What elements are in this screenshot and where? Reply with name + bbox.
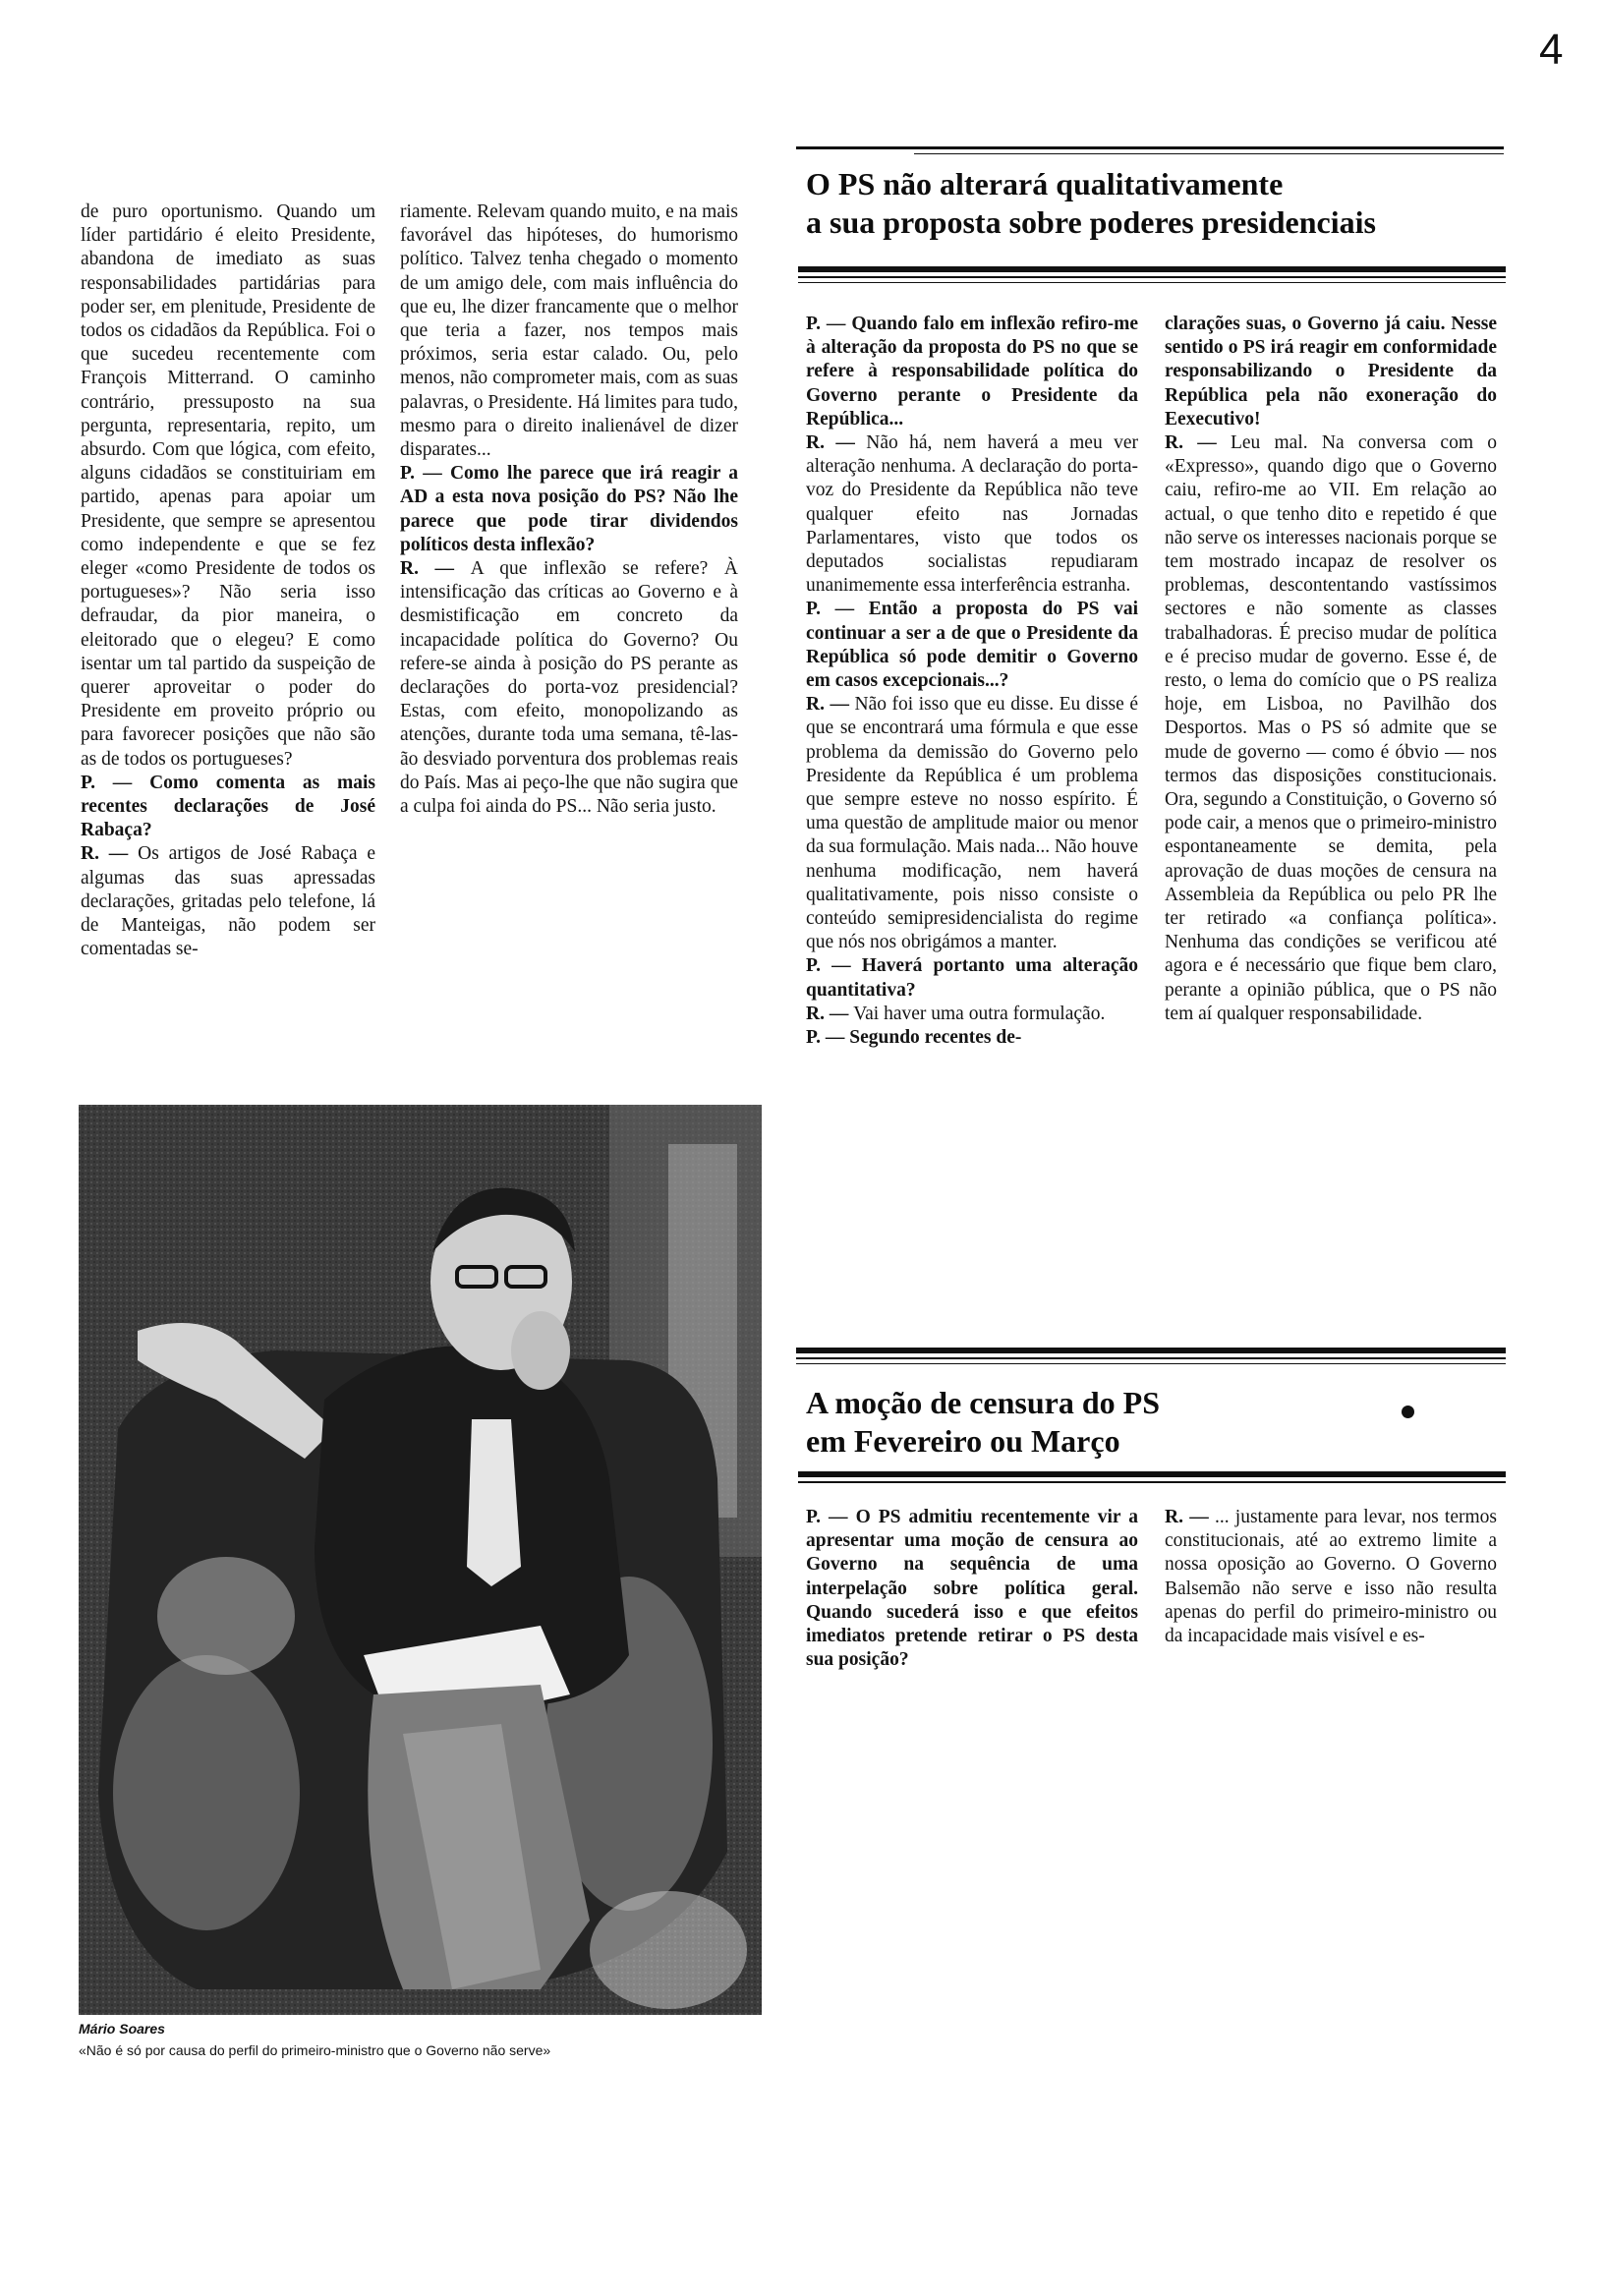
interview-answer — [806, 431, 1138, 598]
article2-column-b — [1165, 1506, 1497, 1648]
left-column-2 — [400, 201, 738, 819]
article1-divider-thin — [798, 276, 1506, 278]
speaker-label: R. — — [806, 694, 855, 716]
speaker-label: R. — — [400, 558, 471, 580]
page-number: 4 — [1539, 26, 1564, 74]
article2-top-rule-thin — [796, 1357, 1506, 1359]
speaker-label: P. — — [81, 772, 150, 793]
article2-headline — [806, 1384, 1415, 1461]
article2-headline-line2: em Fevereiro ou Março — [806, 1423, 1120, 1459]
paragraph-text: Como comenta as mais recentes declarações de José Rabaça? — [81, 772, 375, 841]
article2-top-rule-thin2 — [796, 1363, 1506, 1364]
article2-column-a — [806, 1506, 1138, 1672]
interview-answer — [1165, 431, 1497, 1026]
paragraph-text: Então a proposta do PS vai continuar a ser a de que o Presidente da República só pode demitir o Governo em casos excepcionais...? — [806, 599, 1138, 692]
interview-question — [806, 598, 1138, 693]
article1-column-b — [1165, 313, 1497, 1026]
paragraph-text: Como lhe parece que irá reagir a AD a esta nova posição do PS? Não lhe parece que pode tirar dividendos políticos desta inflexão? — [400, 463, 739, 555]
interview-answer — [81, 842, 375, 961]
article2-top-rule-thick — [796, 1348, 1506, 1353]
paragraph-text: Vai haver uma outra formulação. — [853, 1003, 1106, 1024]
speaker-label: R. — — [1165, 432, 1231, 454]
paragraph-text: de puro oportunismo. Quando um líder partidário é eleito Presidente, abandona de imediato as suas responsabilidades partidárias para poder ser, em plenitude, Presidente de todos os cidadãos da República. Foi o que sucedeu recentemente com François Mitterrand. O caminho contrário, pressuposto na sua pergunta, representaria, repito, um absurdo. Com que lógica, com efeito, alguns cidadãos se constituiriam em partido, apenas para apoiar um Presidente, que sempre se apresentou como independente e que se fez eleger «como Presidente de todos os portugueses»? Não seria isso defraudar, da pior maneira, o eleitorado que o elegeu? E como isentar um tal partido da suspeição de querer aproveitar o poder do Presidente em proveito próprio ou para favorecer posições que não são as de todos os portugueses? — [81, 201, 375, 770]
interview-question — [81, 772, 375, 843]
article1-divider-thin2 — [798, 282, 1506, 283]
body-paragraph — [400, 201, 738, 462]
speaker-label: R. — — [1165, 1507, 1215, 1527]
interview-answer — [400, 557, 738, 819]
left-column-1 — [81, 201, 375, 962]
ornament-dot — [1402, 1406, 1414, 1418]
article1-headline-line2: a sua proposta sobre poderes presidenciais — [806, 204, 1376, 240]
article1-headline — [806, 165, 1514, 242]
speaker-label: P. — — [806, 314, 852, 334]
speaker-label: P. — — [806, 1507, 856, 1527]
paragraph-text: Os artigos de José Rabaça e algumas das suas apressadas declarações, gritadas pelo telefone, lá de Manteigas, não podem ser comentadas se- — [81, 843, 375, 960]
interview-answer — [806, 693, 1138, 954]
paragraph-text: Quando falo em inflexão refiro-me à alteração da proposta do PS no que se refere à responsabilidade política do Governo perante o Presidente da República... — [806, 314, 1139, 430]
paragraph-text: Não há, nem haverá a meu ver alteração nenhuma. A declaração do porta-voz do Presidente da República não teve qualquer efeito nas Jornadas Parlamentares, visto que todos os deputados socialistas repudiaram unanimemente essa interferência estranha. — [806, 432, 1138, 597]
interview-question — [806, 1506, 1138, 1672]
speaker-label: R. — — [806, 432, 867, 454]
interview-question — [806, 1026, 1138, 1050]
interview-question — [400, 462, 738, 557]
interview-answer — [806, 1003, 1138, 1026]
paragraph-text: riamente. Relevam quando muito, e na mais favorável das hipóteses, do humorismo político. Talvez tenha chegado o momento de um amigo dele, com mais influência do que eu, lhe dizer francamente que o melhor que teria a fazer, nos tempos mais próximos, seria estar calado. Ou, pelo menos, não comprometer mais, com as suas palavras, o Presidente. Há limites para tudo, mesmo para o direito inalienável de dizer disparates... — [400, 201, 738, 461]
article1-column-a — [806, 313, 1138, 1050]
article2-divider-thin — [798, 1481, 1506, 1483]
speaker-label: R. — — [806, 1003, 854, 1024]
interview-question — [806, 313, 1138, 431]
speaker-label: P. — — [400, 463, 450, 485]
photo-caption-name: Mário Soares — [79, 2021, 165, 2037]
paragraph-text: ... justamente para levar, nos termos constitucionais, até ao extremo limite a nossa oposição ao Governo. O Governo Balsemão não serve e isso não resulta apenas do perfil do primeiro-ministro ou da incapacidade mais visível e es- — [1165, 1507, 1497, 1647]
speaker-label: P. — — [806, 955, 862, 977]
paragraph-text: Leu mal. Na conversa com o «Expresso», quando digo que o Governo caiu, refiro-me ao VII. Em relação ao actual, o que tenho dito e repetido é que não serve os interesses nacionais porque se tem mostrado incapaz de resolver os problemas, descontentando vastíssimos sectores e não somente as classes trabalhadoras. É preciso mudar de política e é preciso mudar de governo. Esse é, de resto, o lema do comício que o PS realiza hoje, em Lisboa, no Pavilhão dos Desportos. Mas o PS só admite que se mude de governo — como é óbvio — nos termos das disposições constitucionais. Ora, segundo a Constituição, o Governo só pode cair, a menos que o primeiro-ministro espontaneamente se demita, pela aprovação de duas moções de censura na Assembleia da República ou pelo PR lhe ter retirado «a confiança política». Nenhuma das condições se verificou até agora e é necessário que fique bem claro, perante a opinião pública, que o PS não tem aí qualquer responsabilidade. — [1165, 432, 1497, 1024]
interview-answer — [1165, 1506, 1497, 1648]
paragraph-text: Haverá portanto uma alteração quantitativa? — [806, 955, 1138, 1001]
paragraph-text: clarações suas, o Governo já caiu. Nesse sentido o PS irá reagir em conformidade responsabilizando o Presidente da República pela não exoneração do Eexecutivo! — [1165, 314, 1497, 430]
article2-divider-thick — [798, 1471, 1506, 1477]
interview-question — [1165, 313, 1497, 431]
photo-illustration — [79, 1105, 762, 2015]
speaker-label: R. — — [81, 843, 139, 865]
article2-headline-line1: A moção de censura do PS — [806, 1385, 1160, 1420]
paragraph-text: O PS admitiu recentemente vir a apresentar uma moção de censura ao Governo na sequência de uma interpelação sobre política geral. Quando sucederá isso e que efeitos imediatos pretende retirar o PS desta sua posição? — [806, 1507, 1139, 1671]
portrait-photo — [79, 1105, 762, 2015]
interview-question — [806, 954, 1138, 1002]
body-paragraph — [81, 201, 375, 772]
paragraph-text: Não foi isso que eu disse. Eu disse é que se encontrará uma fórmula e que esse problema da demissão do Governo pelo Presidente da República é um problema que sempre esteve no nosso espírito. É uma questão de amplitude maior ou menor da sua formulação. Mais nada... Não houve nenhuma modificação, nem haverá qualitativamente, pois nisso consiste o conteúdo semipresidencialista do regime que nós nos obrigámos a manter. — [806, 694, 1138, 953]
article1-headline-line1: O PS não alterará qualitativamente — [806, 166, 1284, 201]
article1-divider-thick — [798, 266, 1506, 272]
paragraph-text: Segundo recentes de- — [849, 1027, 1022, 1049]
speaker-label: P. — — [806, 599, 869, 620]
speaker-label: P. — — [806, 1027, 850, 1049]
paragraph-text: A que inflexão se refere? À intensificação das críticas ao Governo e à desmistificação em concreto da incapacidade política do Governo? Ou refere-se ainda à posição do PS perante as declarações do porta-voz presidencial? Estas, com efeito, monopolizando as atenções, durante toda uma semana, tê-las-ão desviado porventura dos problemas reais do País. Mas ai peço-lhe que não sugira que a culpa foi ainda do PS... Não seria justo. — [400, 558, 738, 818]
article1-top-rule-thin — [914, 153, 1504, 154]
article1-top-rule — [796, 146, 1504, 149]
photo-caption-quote: «Não é só por causa do perfil do primeiro-ministro que o Governo não serve» — [79, 2042, 551, 2058]
